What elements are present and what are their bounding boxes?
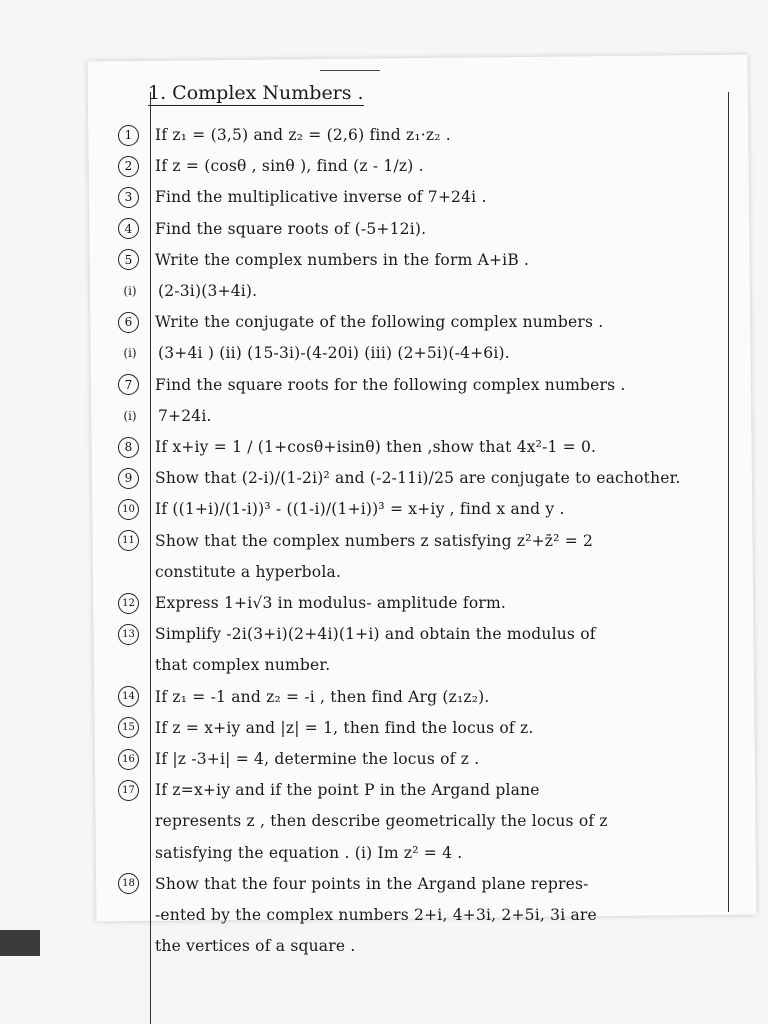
sub-label: (i): [123, 408, 137, 423]
question-row: [118, 898, 718, 932]
question-text: Write the complex numbers in the form A+iB .: [155, 250, 530, 269]
question-text: If z₁ = -1 and z₂ = -i , then find Arg (z₁z₂).: [155, 687, 490, 706]
question-text: (3+4i ) (ii) (15-3i)-(4-20i) (iii) (2+5i)(-4+6i).: [158, 344, 510, 363]
question-number: 1: [118, 125, 139, 146]
question-text: If z₁ = (3,5) and z₂ = (2,6) find z₁·z₂ .: [155, 126, 451, 144]
question-number: 10: [118, 499, 139, 520]
question-text: Simplify -2i(3+i)(2+4i)(1+i) and obtain the modulus of: [155, 625, 596, 644]
question-text: represents z , then describe geometrically the locus of z: [155, 812, 608, 831]
question-text: 7+24i.: [158, 406, 212, 425]
question-number: 12: [118, 593, 139, 614]
question-row: [118, 430, 718, 464]
question-number: 5: [118, 249, 139, 270]
question-text: If z = (cosθ , sinθ ), find (z - 1/z) .: [155, 157, 424, 176]
question-row: [118, 524, 718, 558]
question-text: If z = x+iy and |z| = 1, then find the locus of z.: [155, 718, 534, 737]
question-row: [118, 867, 718, 901]
question-text: satisfying the equation . (i) Im z² = 4 .: [155, 843, 463, 862]
page-title: 1. Complex Numbers .: [148, 82, 364, 104]
sub-label: (i): [123, 346, 137, 361]
question-row: [118, 742, 718, 776]
question-text: Find the square roots of (-5+12i).: [155, 219, 427, 238]
question-number: 4: [118, 218, 139, 239]
question-row: [118, 305, 718, 339]
question-text: -ented by the complex numbers 2+i, 4+3i, 2+5i, 3i are: [155, 906, 597, 924]
question-text: Show that (2-i)/(1-2i)² and (-2-11i)/25 are conjugate to eachother.: [155, 469, 681, 488]
question-text: Show that the complex numbers z satisfying z²+z̄² = 2: [155, 531, 594, 550]
question-number: 13: [118, 624, 139, 645]
question-row: [118, 773, 718, 807]
right-margin-line: [728, 92, 729, 912]
question-row: [118, 711, 718, 745]
question-number: 2: [118, 156, 139, 177]
question-number: 3: [118, 187, 139, 208]
question-row: [118, 118, 718, 152]
question-text: If |z -3+i| = 4, determine the locus of z .: [155, 750, 480, 768]
question-row: [118, 492, 718, 526]
question-number: 15: [118, 717, 139, 738]
question-text: Find the multiplicative inverse of 7+24i .: [155, 188, 487, 207]
question-number: 16: [118, 749, 139, 770]
question-row: [118, 149, 718, 183]
question-text: Express 1+i√3 in modulus- amplitude form.: [155, 594, 507, 612]
question-text: constitute a hyperbola.: [155, 562, 342, 581]
question-text: the vertices of a square .: [155, 937, 356, 956]
question-row: [118, 804, 718, 838]
question-row: [118, 461, 718, 495]
question-row: [118, 836, 718, 870]
question-number: 17: [118, 780, 139, 801]
question-row: [118, 680, 718, 714]
question-number: 7: [118, 374, 139, 395]
sub-label: (i): [123, 284, 137, 298]
question-text: Show that the four points in the Argand plane repres-: [155, 874, 589, 893]
question-row: [118, 586, 718, 620]
question-text: If z=x+iy and if the point P in the Argand plane: [155, 781, 540, 800]
question-text: (2-3i)(3+4i).: [158, 282, 258, 300]
question-row: [118, 648, 718, 682]
question-number: 8: [118, 437, 139, 458]
question-row: [118, 617, 718, 651]
question-text: If x+iy = 1 / (1+cosθ+isinθ) then ,show that 4x²-1 = 0.: [155, 438, 597, 456]
question-number: 18: [118, 873, 139, 894]
question-text: that complex number.: [155, 656, 331, 675]
question-row: [118, 368, 718, 402]
question-number: 9: [118, 468, 139, 489]
top-mark: [320, 70, 380, 71]
question-row: [118, 212, 718, 246]
question-row: [118, 336, 718, 370]
background-object: [0, 930, 40, 956]
question-row: [118, 180, 718, 214]
question-text: Write the conjugate of the following complex numbers .: [155, 313, 604, 332]
question-text: If ((1+i)/(1-i))³ - ((1-i)/(1+i))³ = x+iy , find x and y .: [155, 500, 565, 519]
question-number: 6: [118, 312, 139, 333]
question-number: 14: [118, 686, 139, 707]
question-text: Find the square roots for the following complex numbers .: [155, 375, 626, 394]
question-row: [118, 243, 718, 277]
question-row: [118, 929, 718, 963]
question-row: [118, 555, 718, 589]
question-number: 11: [118, 530, 139, 551]
question-row: [118, 274, 718, 308]
question-row: [118, 399, 718, 433]
